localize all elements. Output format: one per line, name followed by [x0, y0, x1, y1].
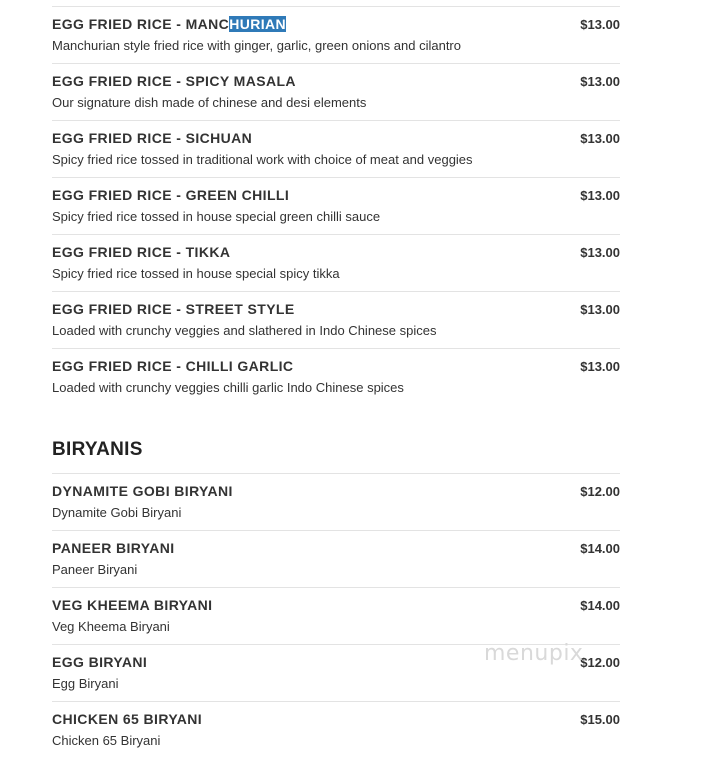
item-price: $13.00 [580, 17, 620, 32]
item-description: Loaded with crunchy veggies chilli garlic Indo Chinese spices [52, 380, 404, 395]
item-name [52, 16, 286, 32]
menu-item[interactable] [52, 348, 620, 405]
item-description: Manchurian style fried rice with ginger, garlic, green onions and cilantro [52, 38, 461, 53]
item-name: VEG KHEEMA BIRYANI [52, 597, 213, 613]
item-name: CHICKEN 65 BIRYANI [52, 711, 203, 727]
menu-item[interactable] [52, 6, 620, 63]
item-description: Spicy fried rice tossed in house special green chilli sauce [52, 209, 381, 224]
watermark-logo: menupix [484, 641, 584, 666]
item-description: Veg Kheema Biryani [52, 619, 170, 634]
item-description: Paneer Biryani [52, 562, 138, 577]
selected-text: HURIAN [229, 16, 287, 32]
item-description: Spicy fried rice tossed in house special spicy tikka [52, 266, 340, 281]
item-description: Loaded with crunchy veggies and slathered in Indo Chinese spices [52, 323, 437, 338]
item-price: $13.00 [580, 188, 620, 203]
item-price: $13.00 [580, 302, 620, 317]
item-description: Our signature dish made of chinese and desi elements [52, 95, 367, 110]
item-name-part: EGG FRIED RICE - MANC [52, 16, 230, 32]
item-description: Spicy fried rice tossed in traditional work with choice of meat and veggies [52, 152, 473, 167]
item-name: EGG FRIED RICE - GREEN CHILLI [52, 187, 290, 203]
item-price: $13.00 [580, 245, 620, 260]
item-name: EGG FRIED RICE - SICHUAN [52, 130, 253, 146]
item-description: Chicken 65 Biryani [52, 733, 161, 748]
item-price: $14.00 [580, 598, 620, 613]
item-name: EGG FRIED RICE - SPICY MASALA [52, 73, 296, 89]
menu-item[interactable] [52, 473, 620, 530]
menu-item[interactable] [52, 530, 620, 587]
menu-item[interactable] [52, 587, 620, 644]
item-name: EGG FRIED RICE - TIKKA [52, 244, 231, 260]
item-name: DYNAMITE GOBI BIRYANI [52, 483, 233, 499]
menu-list [52, 0, 620, 752]
item-price: $13.00 [580, 359, 620, 374]
item-price: $12.00 [580, 484, 620, 499]
menu-item[interactable] [52, 234, 620, 291]
item-price: $13.00 [580, 74, 620, 89]
item-description: Dynamite Gobi Biryani [52, 505, 182, 520]
menu-item[interactable] [52, 63, 620, 120]
item-price: $12.00 [580, 655, 620, 670]
item-price: $14.00 [580, 541, 620, 556]
menu-item[interactable] [52, 291, 620, 348]
item-name: EGG FRIED RICE - CHILLI GARLIC [52, 358, 294, 374]
item-description: Egg Biryani [52, 676, 119, 691]
section-header-biryanis [52, 405, 620, 473]
item-price: $15.00 [580, 712, 620, 727]
menu-item[interactable] [52, 177, 620, 234]
item-name: PANEER BIRYANI [52, 540, 175, 556]
item-name: EGG BIRYANI [52, 654, 148, 670]
section-title: BIRYANIS [52, 439, 143, 460]
menu-item[interactable] [52, 701, 620, 758]
item-price: $13.00 [580, 131, 620, 146]
menu-item[interactable] [52, 120, 620, 177]
item-name: EGG FRIED RICE - STREET STYLE [52, 301, 295, 317]
